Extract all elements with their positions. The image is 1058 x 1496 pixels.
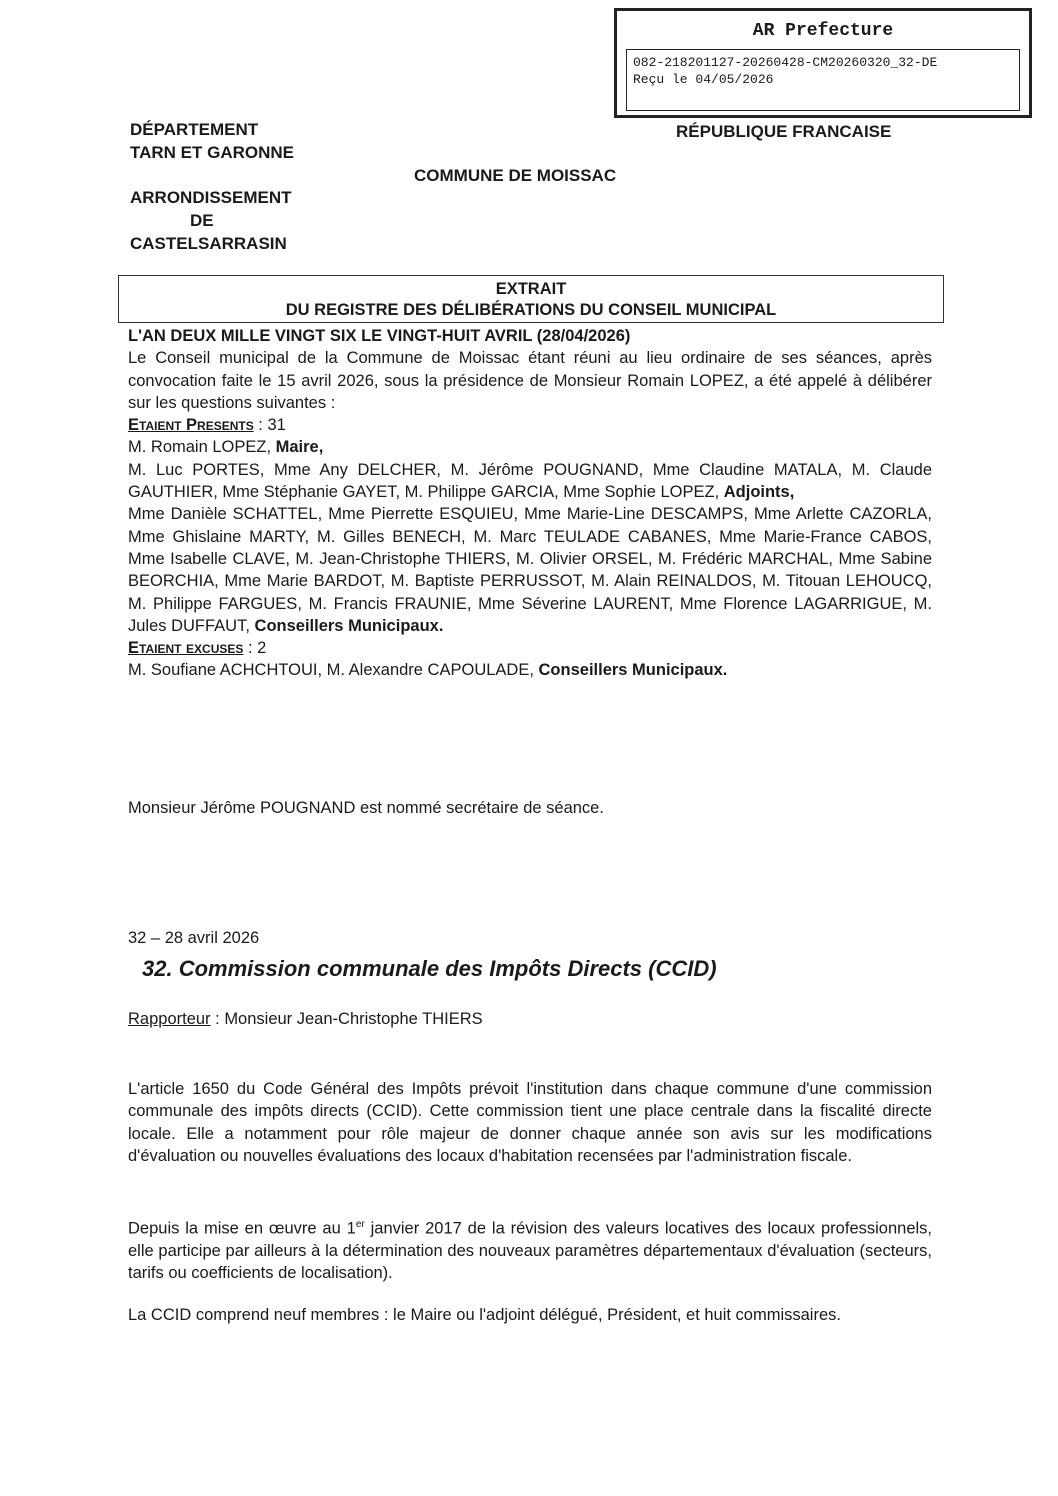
republic-heading: RÉPUBLIQUE FRANCAISE: [676, 122, 892, 141]
item-title: 32. Commission communale des Impôts Directs (CCID): [142, 956, 717, 981]
excused-line: [128, 637, 932, 659]
prefecture-stamp: [614, 8, 1032, 118]
present-count: : 31: [253, 416, 286, 435]
stamp-details: [626, 49, 1020, 111]
paragraph-2-superscript: er: [355, 1219, 365, 1230]
arrondissement-name: CASTELSARRASIN: [130, 234, 287, 253]
extract-box: [118, 275, 944, 323]
stamp-received-date: Reçu le 04/05/2026: [633, 72, 774, 87]
excused-title: Conseillers Municipaux.: [538, 661, 728, 680]
item-reference: 32 – 28 avril 2026: [128, 929, 260, 947]
excused-names: M. Soufiane ACHCHTOUI, M. Alexandre CAPOULADE,: [128, 661, 539, 680]
paragraph-1: L'article 1650 du Code Général des Impôts prévoit l'institution dans chaque commune d'une commission communale des impôts directs (CCID). Cette commission tient une place centrale dans la fiscalité directe locale. Elle a notamment pour rôle majeur de donner chaque année son avis sur les modifications d'évaluation ou nouvelles évaluations des locaux d'habitation recensées par l'administration fiscale.: [128, 1080, 932, 1165]
adjoints-names: M. Luc PORTES, Mme Any DELCHER, M. Jérôme POUGNAND, Mme Claudine MATALA, M. Claude GAUTHIER, Mme Stéphanie GAYET, M. Philippe GARCIA, Mme Sophie LOPEZ,: [128, 460, 932, 502]
excused-count: : 2: [243, 639, 267, 658]
rapporteur-value: : Monsieur Jean-Christophe THIERS: [210, 1010, 483, 1028]
stamp-reference: 082-218201127-20260428-CM20260320_32-DE: [633, 55, 938, 70]
adjoints-title: Adjoints,: [723, 483, 795, 502]
paragraph-2-end: janvier 2017 de la révision des valeurs locatives des locaux professionnels, elle participe par ailleurs à la détermination des nouveaux paramètres départementaux d'évaluation (secteurs, tarifs ou coefficients de localisation).: [128, 1219, 932, 1283]
councillors-paragraph: [128, 503, 932, 637]
extract-subtitle: DU REGISTRE DES DÉLIBÉRATIONS DU CONSEIL MUNICIPAL: [285, 301, 777, 319]
department-label: DÉPARTEMENT: [130, 120, 259, 139]
paragraph-2: [128, 1214, 932, 1284]
arrondissement-de: DE: [190, 211, 214, 230]
department-name: TARN ET GARONNE: [130, 143, 295, 162]
rapporteur-label: Rapporteur: [128, 1010, 211, 1028]
secretary-line: Monsieur Jérôme POUGNAND est nommé secrétaire de séance.: [128, 799, 604, 817]
adjoints-paragraph: [128, 459, 932, 504]
councillors-names: Mme Danièle SCHATTEL, Mme Pierrette ESQUIEU, Mme Marie-Line DESCAMPS, Mme Arlette CAZORLA, Mme Ghislaine MARTY, M. Gilles BENECH, M. Marc TEULADE CABANES, Mme Marie-France CABOS, Mme Isabelle CLAVE, M. Jean-Christophe THIERS, M. Olivier ORSEL, M. Frédéric MARCHAL, Mme Sabine BEORCHIA, Mme Marie BARDOT, M. Baptiste PERRUSSOT, M. Alain REINALDOS, M. Titouan LEHOUCQ, M. Philippe FARGUES, M. Francis FRAUNIE, Mme Séverine LAURENT, Mme Florence LAGARRIGUE, M. Jules DUFFAUT,: [128, 505, 932, 635]
excused-label: Etaient excuses: [128, 639, 244, 658]
stamp-title: AR Prefecture: [752, 21, 894, 41]
session-block: [128, 325, 932, 682]
present-line: [128, 414, 932, 436]
department-block: [130, 118, 294, 164]
excused-paragraph: [128, 659, 932, 681]
arrondissement-label: ARRONDISSEMENT: [130, 188, 292, 207]
rapporteur-line: [128, 1008, 483, 1030]
present-label: Etaient Presents: [128, 416, 254, 435]
paragraph-2-start: Depuis la mise en œuvre au 1: [128, 1219, 356, 1238]
paragraph-3: La CCID comprend neuf membres : le Maire ou l'adjoint délégué, Président, et huit commissaires.: [128, 1306, 841, 1324]
arrondissement-block: [130, 186, 292, 255]
mayor-name: M. Romain LOPEZ,: [128, 438, 276, 457]
session-intro: Le Conseil municipal de la Commune de Moissac étant réuni au lieu ordinaire de ses séances, après convocation faite le 15 avril 2026, sous la présidence de Monsieur Romain LOPEZ, a été appelé à délibérer sur les questions suivantes :: [128, 349, 932, 412]
councillors-title: Conseillers Municipaux.: [254, 616, 444, 635]
session-date-heading: L'AN DEUX MILLE VINGT SIX LE VINGT-HUIT AVRIL (28/04/2026): [128, 327, 631, 345]
mayor-line: [128, 436, 932, 458]
extract-title: EXTRAIT: [495, 280, 567, 298]
mayor-title: Maire,: [275, 438, 324, 457]
commune-heading: COMMUNE DE MOISSAC: [414, 166, 617, 185]
